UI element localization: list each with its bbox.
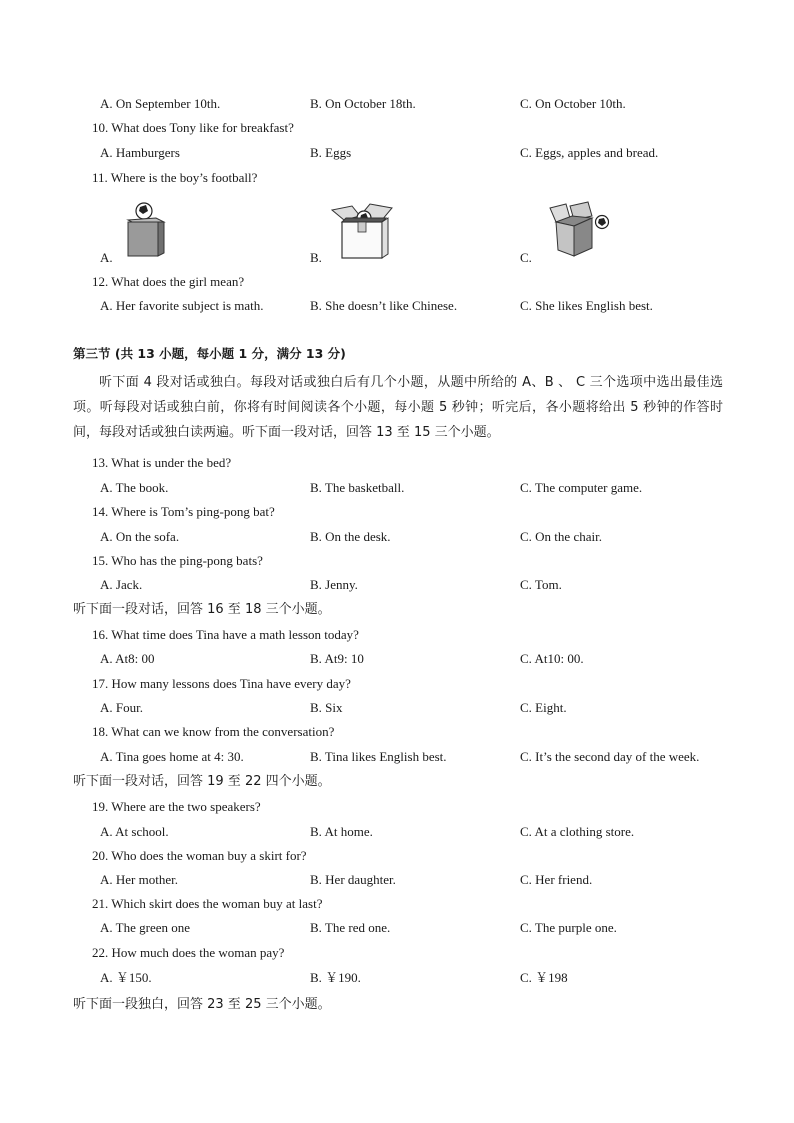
q20-option-a: A. Her mother.: [100, 872, 178, 887]
q18-option-c: C. It’s the second day of the week.: [520, 749, 700, 764]
q14-option-a: A. On the sofa.: [100, 529, 180, 544]
group-2-prompt: 听下面一段对话，回答 16 至 18 三个小题。: [73, 602, 331, 617]
section-3-instructions: 听下面 4 段对话或独白。每段对话或独白后有几个小题，从题中所给的 A、B 、 C 三个选项中选出最佳选项。听每段对话或独白前，你将有时间阅读各个小题，每小题 5 秒钟；听完后，各小题将给出 5 秒钟的作答时间，每段对话或独白读两遍。听下面一段对话，回答 13 至 15 三个小题。: [73, 375, 723, 440]
q17-option-a: A. Four.: [100, 700, 143, 715]
question-11: 11. Where is the boy’s football?: [92, 170, 258, 185]
group-4-prompt: 听下面一段独白，回答 23 至 25 三个小题。: [73, 997, 331, 1012]
section-3-title: 第三节 (共 13 小题，每小题 1 分，满分 13 分): [73, 346, 346, 361]
q15-option-a: A. Jack.: [100, 577, 143, 592]
q12-option-a: A. Her favorite subject is math.: [100, 298, 264, 313]
q19-option-b: B. At home.: [310, 824, 373, 839]
group-3-prompt: 听下面一段对话，回答 19 至 22 四个小题。: [73, 774, 331, 789]
q13-option-c: C. The computer game.: [520, 480, 643, 495]
q17-option-c: C. Eight.: [520, 700, 567, 715]
question-15: 15. Who has the ping-pong bats?: [92, 553, 263, 568]
question-12: 12. What does the girl mean?: [92, 274, 245, 289]
q10-option-c: C. Eggs, apples and bread.: [520, 145, 659, 160]
q21-option-a: A. The green one: [100, 920, 191, 935]
football-in-box-picture: [330, 198, 396, 262]
q10-option-b: B. Eggs: [310, 145, 352, 160]
q18-option-a: A. Tina goes home at 4: 30.: [100, 749, 244, 764]
q21-option-c: C. The purple one.: [520, 920, 617, 935]
q22-option-b: B. ￥190.: [310, 970, 361, 985]
football-on-box-picture: [120, 198, 172, 260]
q11-option-a: A.: [100, 250, 113, 265]
q16-option-c: C. At10: 00.: [520, 651, 584, 666]
question-14: 14. Where is Tom’s ping-pong bat?: [92, 504, 275, 519]
q12-option-c: C. She likes English best.: [520, 298, 653, 313]
question-19: 19. Where are the two speakers?: [92, 799, 261, 814]
q13-option-b: B. The basketball.: [310, 480, 405, 495]
q10-option-a: A. Hamburgers: [100, 145, 180, 160]
question-16: 16. What time does Tina have a math lesson today?: [92, 627, 359, 642]
q14-option-b: B. On the desk.: [310, 529, 391, 544]
q18-option-b: B. Tina likes English best.: [310, 749, 447, 764]
q21-option-b: B. The red one.: [310, 920, 391, 935]
q14-option-c: C. On the chair.: [520, 529, 602, 544]
q19-option-a: A. At school.: [100, 824, 169, 839]
q15-option-c: C. Tom.: [520, 577, 562, 592]
q22-option-c: C. ￥198: [520, 970, 568, 985]
q17-option-b: B. Six: [310, 700, 343, 715]
question-13: 13. What is under the bed?: [92, 455, 232, 470]
question-18: 18. What can we know from the conversation?: [92, 724, 335, 739]
q11-option-b: B.: [310, 250, 322, 265]
question-21: 21. Which skirt does the woman buy at last?: [92, 896, 323, 911]
q9-option-a: A. On September 10th.: [100, 96, 221, 111]
football-beside-box-picture: [546, 198, 612, 262]
q9-option-b: B. On October 18th.: [310, 96, 416, 111]
question-20: 20. Who does the woman buy a skirt for?: [92, 848, 307, 863]
q16-option-b: B. At9: 10: [310, 651, 364, 666]
question-17: 17. How many lessons does Tina have every day?: [92, 676, 351, 691]
q20-option-c: C. Her friend.: [520, 872, 593, 887]
q12-option-b: B. She doesn’t like Chinese.: [310, 298, 458, 313]
q9-option-c: C. On October 10th.: [520, 96, 626, 111]
q20-option-b: B. Her daughter.: [310, 872, 396, 887]
q15-option-b: B. Jenny.: [310, 577, 358, 592]
question-10: 10. What does Tony like for breakfast?: [92, 120, 294, 135]
question-22: 22. How much does the woman pay?: [92, 945, 285, 960]
q19-option-c: C. At a clothing store.: [520, 824, 635, 839]
q13-option-a: A. The book.: [100, 480, 169, 495]
q16-option-a: A. At8: 00: [100, 651, 155, 666]
q22-option-a: A. ￥150.: [100, 970, 152, 985]
q11-option-c: C.: [520, 250, 532, 265]
